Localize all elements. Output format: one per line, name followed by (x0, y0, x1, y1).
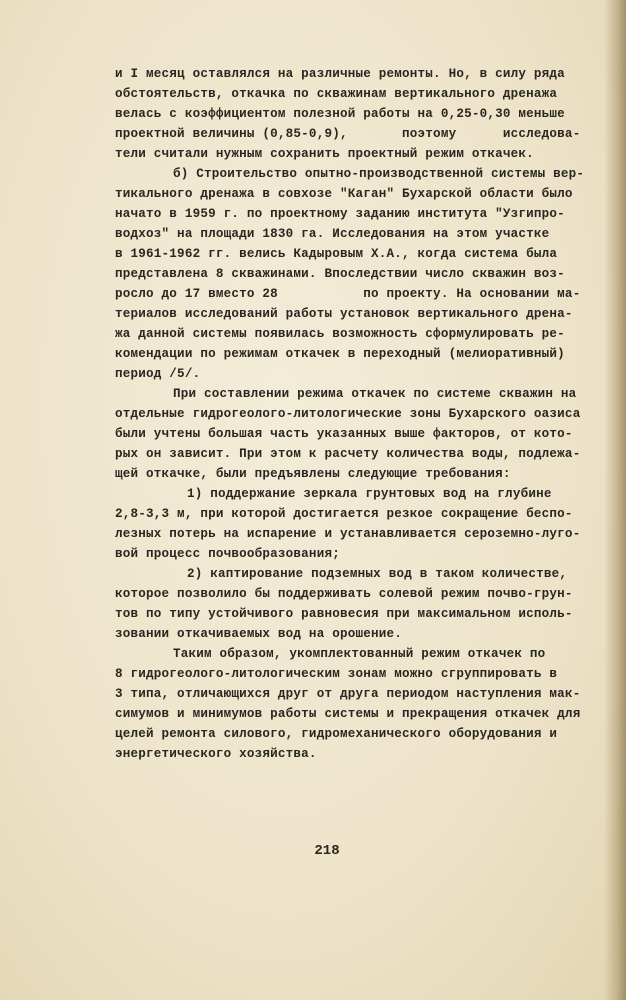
text-line: вой процесс почвообразования; (115, 547, 340, 561)
text-line: отдельные гидрогеолого-литологические зоны Бухарского оазиса (115, 407, 581, 421)
text-line: водхоз" на площади 1830 га. Исследования на этом участке (115, 227, 550, 241)
text-line: целей ремонта силового, гидромеханического оборудования и (115, 727, 558, 741)
text-line: При составлении режима откачек по системе скважин на (173, 387, 577, 401)
text-line: б) Строительство опытно-производственной системы вер- (173, 167, 585, 181)
text-line: тели считали нужным сохранить проектный режим откачек. (115, 147, 534, 161)
text-line: комендации по режимам откачек в переходный (мелиоративный) (115, 347, 565, 361)
text-line: велась с коэффициентом полезной работы на 0,25-0,30 меньше (115, 107, 565, 121)
text-line: 1) поддержание зеркала грунтовых вод на глубине (187, 487, 552, 501)
text-line: 2) каптирование подземных вод в таком количестве, (187, 567, 568, 581)
text-line: 8 гидрогеолого-литологическим зонам можно сгруппировать в (115, 667, 558, 681)
text-line: 2,8-3,3 м, при которой достигается резкое сокращение беспо- (115, 507, 573, 521)
text-line: энергетического хозяйства. (115, 747, 317, 761)
text-line: были учтены большая часть указанных выше факторов, от кото- (115, 427, 573, 441)
text-line: тов по типу устойчивого равновесия при максимальном исполь- (115, 607, 573, 621)
text-line: Таким образом, укомплектованный режим откачек по (173, 647, 546, 661)
text-line: представлена 8 скважинами. Впоследствии число скважин воз- (115, 267, 565, 281)
page-number: 218 (314, 843, 340, 859)
text-line: проектной величины (0,85-0,9), поэтому исследова- (115, 127, 581, 141)
text-line: жа данной системы появилась возможность сформулировать ре- (115, 327, 565, 341)
text-line: росло до 17 вместо 28 по проекту. На основании ма- (115, 287, 581, 301)
text-line: лезных потерь на испарение и устанавливается сероземно-луго- (115, 527, 581, 541)
text-line: обстоятельств, откачка по скважинам вертикального дренажа (115, 87, 558, 101)
text-line: тикального дренажа в совхозе "Каган" Бухарской области было (115, 187, 573, 201)
text-line: териалов исследований работы установок вертикального дрена- (115, 307, 573, 321)
text-line: рых он зависит. При этом к расчету количества воды, подлежа- (115, 447, 581, 461)
text-line: начато в 1959 г. по проектному заданию института "Узгипро- (115, 207, 565, 221)
text-line: период /5/. (115, 367, 201, 381)
text-line: и I месяц оставлялся на различные ремонты. Но, в силу ряда (115, 67, 565, 81)
text-line: симумов и минимумов работы системы и прекращения откачек для (115, 707, 581, 721)
text-line: 3 типа, отличающихся друг от друга периодом наступления мак- (115, 687, 581, 701)
text-line: щей откачке, были предъявлены следующие требования: (115, 467, 511, 481)
text-line: в 1961-1962 гг. велись Кадыровым Х.А., когда система была (115, 247, 558, 261)
text-line: зовании откачиваемых вод на орошение. (115, 627, 403, 641)
text-line: которое позволило бы поддерживать солевой режим почво-грун- (115, 587, 573, 601)
